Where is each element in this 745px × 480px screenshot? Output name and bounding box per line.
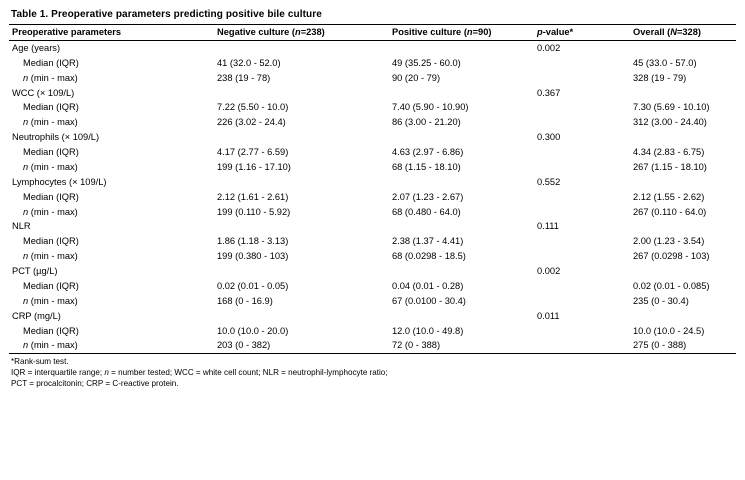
row-label: Median (IQR): [23, 57, 79, 68]
cell-negative-culture: 0.02 (0.01 - 0.05): [217, 280, 289, 291]
row-label: n (min - max): [23, 161, 78, 172]
row-label-n: n: [23, 251, 29, 262]
column-header-overall: Overall (N=328): [630, 25, 736, 41]
cell-positive-culture: [389, 130, 534, 145]
table-row: [9, 160, 736, 175]
row-label: n (min - max): [9, 338, 214, 353]
cell-overall: 328 (19 - 79): [633, 72, 687, 83]
cell-positive-culture: 67 (0.0100 - 30.4): [392, 295, 466, 306]
cell-p-value: 0.552: [537, 176, 561, 187]
cell-negative-culture: 41 (32.0 - 52.0): [217, 57, 281, 68]
cell-positive-culture: 2.38 (1.37 - 4.41): [392, 236, 464, 247]
row-label: PCT (µg/L): [12, 266, 58, 277]
table-row: [9, 100, 736, 115]
cell-positive-culture: [389, 219, 534, 234]
cell-negative-culture: [214, 219, 389, 234]
cell-p-value: 0.011: [537, 310, 560, 321]
row-label: NLR: [12, 221, 31, 232]
cell-p-value: 0.002: [537, 266, 561, 277]
cell-negative-culture: 7.22 (5.50 - 10.0): [217, 102, 289, 113]
cell-negative-culture: [214, 130, 389, 145]
cell-negative-culture: [214, 86, 389, 101]
table-row: [9, 40, 736, 55]
row-label-n: n: [23, 340, 29, 351]
table-row: [9, 115, 736, 130]
cell-overall: 0.02 (0.01 - 0.085): [633, 280, 710, 291]
table-body: [9, 40, 736, 353]
cell-overall: [630, 309, 736, 324]
cell-positive-culture: 0.04 (0.01 - 0.28): [392, 280, 464, 291]
cell-p-value: [534, 100, 630, 115]
row-label: Lymphocytes (× 109/L): [12, 176, 107, 187]
row-label: n (min - max): [23, 72, 78, 83]
cell-negative-culture: 199 (0.380 - 103): [217, 251, 289, 262]
table-row: [9, 338, 736, 353]
cell-negative-culture: 1.86 (1.18 - 3.13): [217, 236, 289, 247]
cell-overall: 267 (1.15 - 18.10): [633, 161, 707, 172]
cell-overall: [630, 86, 736, 101]
cell-negative-culture: [214, 175, 389, 190]
cell-negative-culture: 199 (0.110 - 5.92): [217, 206, 291, 217]
cell-p-value: [534, 324, 630, 339]
row-label: Median (IQR): [23, 102, 79, 113]
header-row: [9, 25, 736, 41]
cell-overall: 7.30 (5.69 - 10.10): [633, 102, 710, 113]
table-row: [9, 279, 736, 294]
cell-positive-culture: 86 (3.00 - 21.20): [392, 117, 461, 128]
table-row: [9, 86, 736, 101]
cell-p-value: [534, 338, 630, 353]
cell-negative-culture: [214, 264, 389, 279]
row-label: CRP (mg/L): [12, 310, 61, 321]
cell-p-value: [534, 71, 630, 86]
cell-overall: 267 (0.110 - 64.0): [633, 206, 707, 217]
cell-negative-culture: 2.12 (1.61 - 2.61): [217, 191, 289, 202]
cell-positive-culture: 68 (0.0298 - 18.5): [392, 251, 466, 262]
table-row: [9, 130, 736, 145]
cell-negative-culture: 168 (0 - 16.9): [217, 295, 273, 306]
column-header-positive-culture: Positive culture (n=90): [389, 25, 534, 41]
cell-p-value: [534, 115, 630, 130]
column-header-parameters: Preoperative parameters: [9, 25, 214, 41]
cell-positive-culture: [389, 264, 534, 279]
table-row: [9, 190, 736, 205]
cell-p-value: 0.367: [537, 87, 561, 98]
cell-p-value: [534, 279, 630, 294]
cell-overall: [630, 264, 736, 279]
cell-overall: 312 (3.00 - 24.40): [633, 117, 707, 128]
table-row: [9, 309, 736, 324]
cell-overall: 235 (0 - 30.4): [633, 295, 689, 306]
row-label: Median (IQR): [23, 191, 79, 202]
table-row: [9, 175, 736, 190]
row-label: n (min - max): [23, 251, 78, 262]
row-label-n: n: [23, 206, 29, 217]
cell-positive-culture: 7.40 (5.90 - 10.90): [392, 102, 469, 113]
row-label-n: n: [23, 72, 29, 83]
cell-negative-culture: 4.17 (2.77 - 6.59): [217, 147, 289, 158]
cell-overall: [630, 40, 736, 55]
row-label: WCC (× 109/L): [12, 87, 75, 98]
cell-positive-culture: 12.0 (10.0 - 49.8): [392, 325, 464, 336]
cell-negative-culture: 10.0 (10.0 - 20.0): [217, 325, 289, 336]
row-label: n (min - max): [23, 117, 78, 128]
column-header-p-value: p-value*: [534, 25, 630, 41]
cell-overall: 2.12 (1.55 - 2.62): [633, 191, 705, 202]
cell-p-value: [534, 249, 630, 264]
cell-positive-culture: 68 (0.480 - 64.0): [392, 206, 461, 217]
row-label: n (min - max): [23, 206, 78, 217]
cell-positive-culture: 72 (0 - 388): [389, 338, 534, 353]
cell-overall: 4.34 (2.83 - 6.75): [633, 147, 705, 158]
row-label: Neutrophils (× 109/L): [12, 132, 100, 143]
cell-p-value: [534, 190, 630, 205]
table-row: [9, 219, 736, 234]
cell-p-value: 0.111: [537, 221, 559, 232]
cell-p-value: [534, 145, 630, 160]
table-row: [9, 205, 736, 220]
cell-overall: 275 (0 - 388): [630, 338, 736, 353]
row-label: Median (IQR): [23, 147, 79, 158]
cell-positive-culture: 2.07 (1.23 - 2.67): [392, 191, 464, 202]
cell-positive-culture: [389, 175, 534, 190]
table-row: [9, 249, 736, 264]
footnote-line-2: IQR = interquartile range; n = number tested; WCC = white cell count; NLR = neutrophil-lymphocyte ratio;: [11, 368, 388, 377]
cell-positive-culture: 4.63 (2.97 - 6.86): [392, 147, 464, 158]
cell-negative-culture: 238 (19 - 78): [217, 72, 271, 83]
cell-positive-culture: 68 (1.15 - 18.10): [392, 161, 461, 172]
cell-overall: [630, 175, 736, 190]
row-label: Median (IQR): [23, 280, 79, 291]
table-header: [9, 25, 736, 41]
column-header-negative-culture: Negative culture (n=238): [214, 25, 389, 41]
footnote-line-3: PCT = procalcitonin; CRP = C-reactive protein.: [11, 378, 179, 388]
cell-negative-culture: 199 (1.16 - 17.10): [217, 161, 291, 172]
cell-p-value: 0.300: [537, 132, 561, 143]
row-label: n (min - max): [23, 295, 78, 306]
cell-p-value: [534, 234, 630, 249]
cell-positive-culture: [389, 309, 534, 324]
data-table: [9, 24, 736, 354]
cell-overall: [630, 130, 736, 145]
table-row: [9, 264, 736, 279]
cell-p-value: [534, 294, 630, 309]
table-title: Table 1. Preoperative parameters predicting positive bile culture: [11, 9, 322, 20]
cell-positive-culture: [389, 86, 534, 101]
row-label-n: n: [23, 161, 29, 172]
cell-p-value: [534, 160, 630, 175]
cell-negative-culture: 203 (0 - 382): [214, 338, 389, 353]
cell-overall: 267 (0.0298 - 103): [633, 251, 710, 262]
cell-p-value: [534, 56, 630, 71]
cell-positive-culture: 49 (35.25 - 60.0): [392, 57, 461, 68]
cell-negative-culture: [214, 309, 389, 324]
row-label-n: n: [23, 117, 29, 128]
row-label: Age (years): [12, 42, 61, 53]
cell-overall: 10.0 (10.0 - 24.5): [633, 325, 705, 336]
row-label: Median (IQR): [23, 236, 79, 247]
cell-positive-culture: 90 (20 - 79): [392, 72, 441, 83]
cell-overall: 2.00 (1.23 - 3.54): [633, 236, 705, 247]
table-row: [9, 324, 736, 339]
cell-p-value: 0.002: [537, 42, 561, 53]
cell-positive-culture: [389, 40, 534, 55]
cell-negative-culture: 226 (3.02 - 24.4): [217, 117, 286, 128]
cell-negative-culture: [214, 40, 389, 55]
cell-overall: [630, 219, 736, 234]
table-row: [9, 294, 736, 309]
cell-p-value: [534, 205, 630, 220]
table-row: [9, 71, 736, 86]
row-label: Median (IQR): [23, 325, 79, 336]
footnote-line-1: *Rank-sum test.: [11, 357, 69, 367]
row-label-n: n: [23, 295, 29, 306]
table-row: [9, 56, 736, 71]
table-row: [9, 234, 736, 249]
table-row: [9, 145, 736, 160]
cell-overall: 45 (33.0 - 57.0): [633, 57, 697, 68]
table-footnotes: [9, 357, 736, 389]
